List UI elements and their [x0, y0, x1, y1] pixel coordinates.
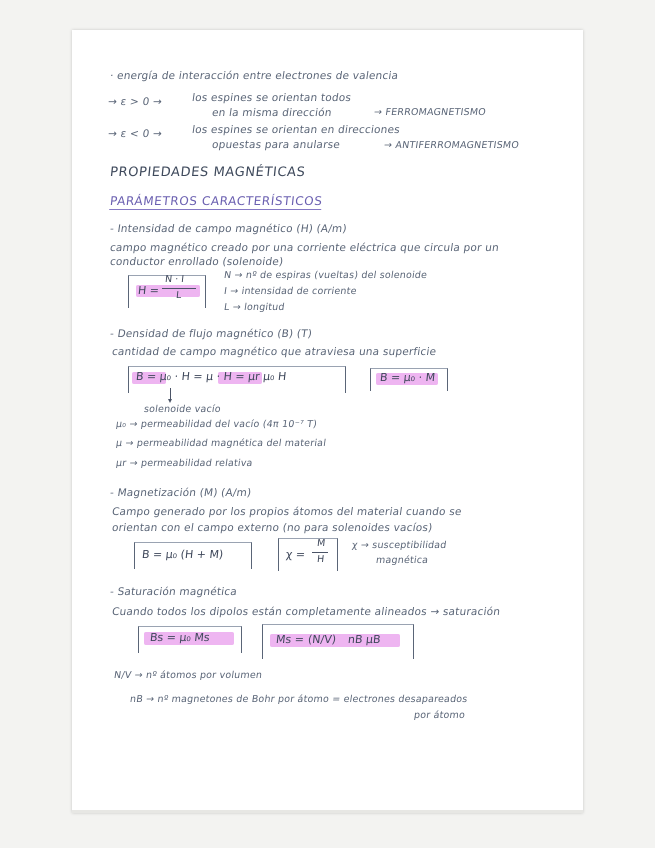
nb-definition: nB → nº magnetones de Bohr por átomo = electrones desapareados [129, 694, 469, 705]
mu0-definition: μ₀ → permeabilidad del vacío (4π 10⁻⁷ T) [115, 419, 318, 430]
mu-definition: μ → permeabilidad magnética del material [115, 438, 327, 449]
h-formula-numerator: N · I [164, 274, 185, 285]
chi-note-2: magnética [375, 555, 429, 566]
ms-formula-lhs: Ms = [275, 633, 305, 646]
h-fraction-bar [162, 288, 196, 289]
h-formula-denominator: L [175, 290, 182, 301]
ms-formula-fraction: (N/V) [307, 633, 337, 646]
chi-lhs: χ = [285, 548, 306, 561]
notebook-page [72, 30, 583, 813]
s-desc: Cuando todos los dipolos están completamente alineados → saturación [111, 606, 501, 618]
ferro-desc-1: los espines se orientan todos [191, 92, 352, 104]
nv-definition: N/V → nº átomos por volumen [113, 670, 263, 681]
ms-formula-rhs: nB μB [347, 633, 382, 646]
exchange-energy-line: · energía de interacción entre electrones de valencia [109, 70, 399, 82]
h-section-title: - Intensidad de campo magnético (H) (A/m) [109, 223, 348, 235]
positive-energy-arrow: → ε > 0 → [107, 96, 163, 108]
h-legend-i: I → intensidad de corriente [223, 286, 358, 297]
s-section-title: - Saturación magnética [109, 586, 238, 598]
b-formula-main: B = μ₀ · H = μ · H = μr μ₀ H [135, 370, 287, 383]
antiferromagnetism-label: → ANTIFERROMAGNETISMO [383, 140, 520, 151]
b-desc: cantidad de campo magnético que atraviesa una superficie [111, 346, 438, 358]
main-heading: PROPIEDADES MAGNÉTICAS [109, 165, 307, 180]
chi-denominator: H [316, 554, 325, 565]
b-vacuum-note: solenoide vacío [143, 404, 222, 415]
antiferro-desc-2: opuestas para anularse [211, 139, 341, 151]
ferro-desc-2: en la misma dirección [211, 107, 333, 119]
h-desc-1: campo magnético creado por una corriente eléctrica que circula por un [109, 242, 500, 254]
chi-note-1: χ → susceptibilidad [351, 540, 448, 551]
m-section-title: - Magnetización (M) (A/m) [109, 487, 253, 499]
sub-heading: PARÁMETROS CARACTERÍSTICOS [109, 194, 324, 208]
h-legend-l: L → longitud [223, 302, 286, 313]
h-legend-n: N → nº de espiras (vueltas) del solenoide [223, 270, 428, 281]
m-desc-2: orientan con el campo externo (no para solenoides vacíos) [111, 522, 434, 534]
chi-fraction-bar [312, 552, 328, 553]
mur-definition: μr → permeabilidad relativa [115, 458, 254, 469]
chi-numerator: M [316, 538, 326, 549]
b-section-title: - Densidad de flujo magnético (B) (T) [109, 328, 313, 340]
h-desc-2: conductor enrollado (solenoide) [109, 256, 285, 268]
ferromagnetism-label: → FERROMAGNETISMO [373, 107, 487, 118]
negative-energy-arrow: → ε < 0 → [107, 128, 163, 140]
b-formula-side: B = μ₀ · M [379, 371, 436, 384]
antiferro-desc-1: los espines se orientan en direcciones [191, 124, 401, 136]
down-arrow [170, 388, 171, 400]
nb-definition-cont: por átomo [413, 710, 466, 721]
m-desc-1: Campo generado por los propios átomos del material cuando se [111, 506, 463, 518]
h-formula-lhs: H = [137, 284, 160, 297]
page-bottom-edge [72, 810, 583, 813]
m-formula-b: B = μ₀ (H + M) [141, 548, 224, 561]
bs-formula: Bs = μ₀ Ms [149, 631, 211, 644]
